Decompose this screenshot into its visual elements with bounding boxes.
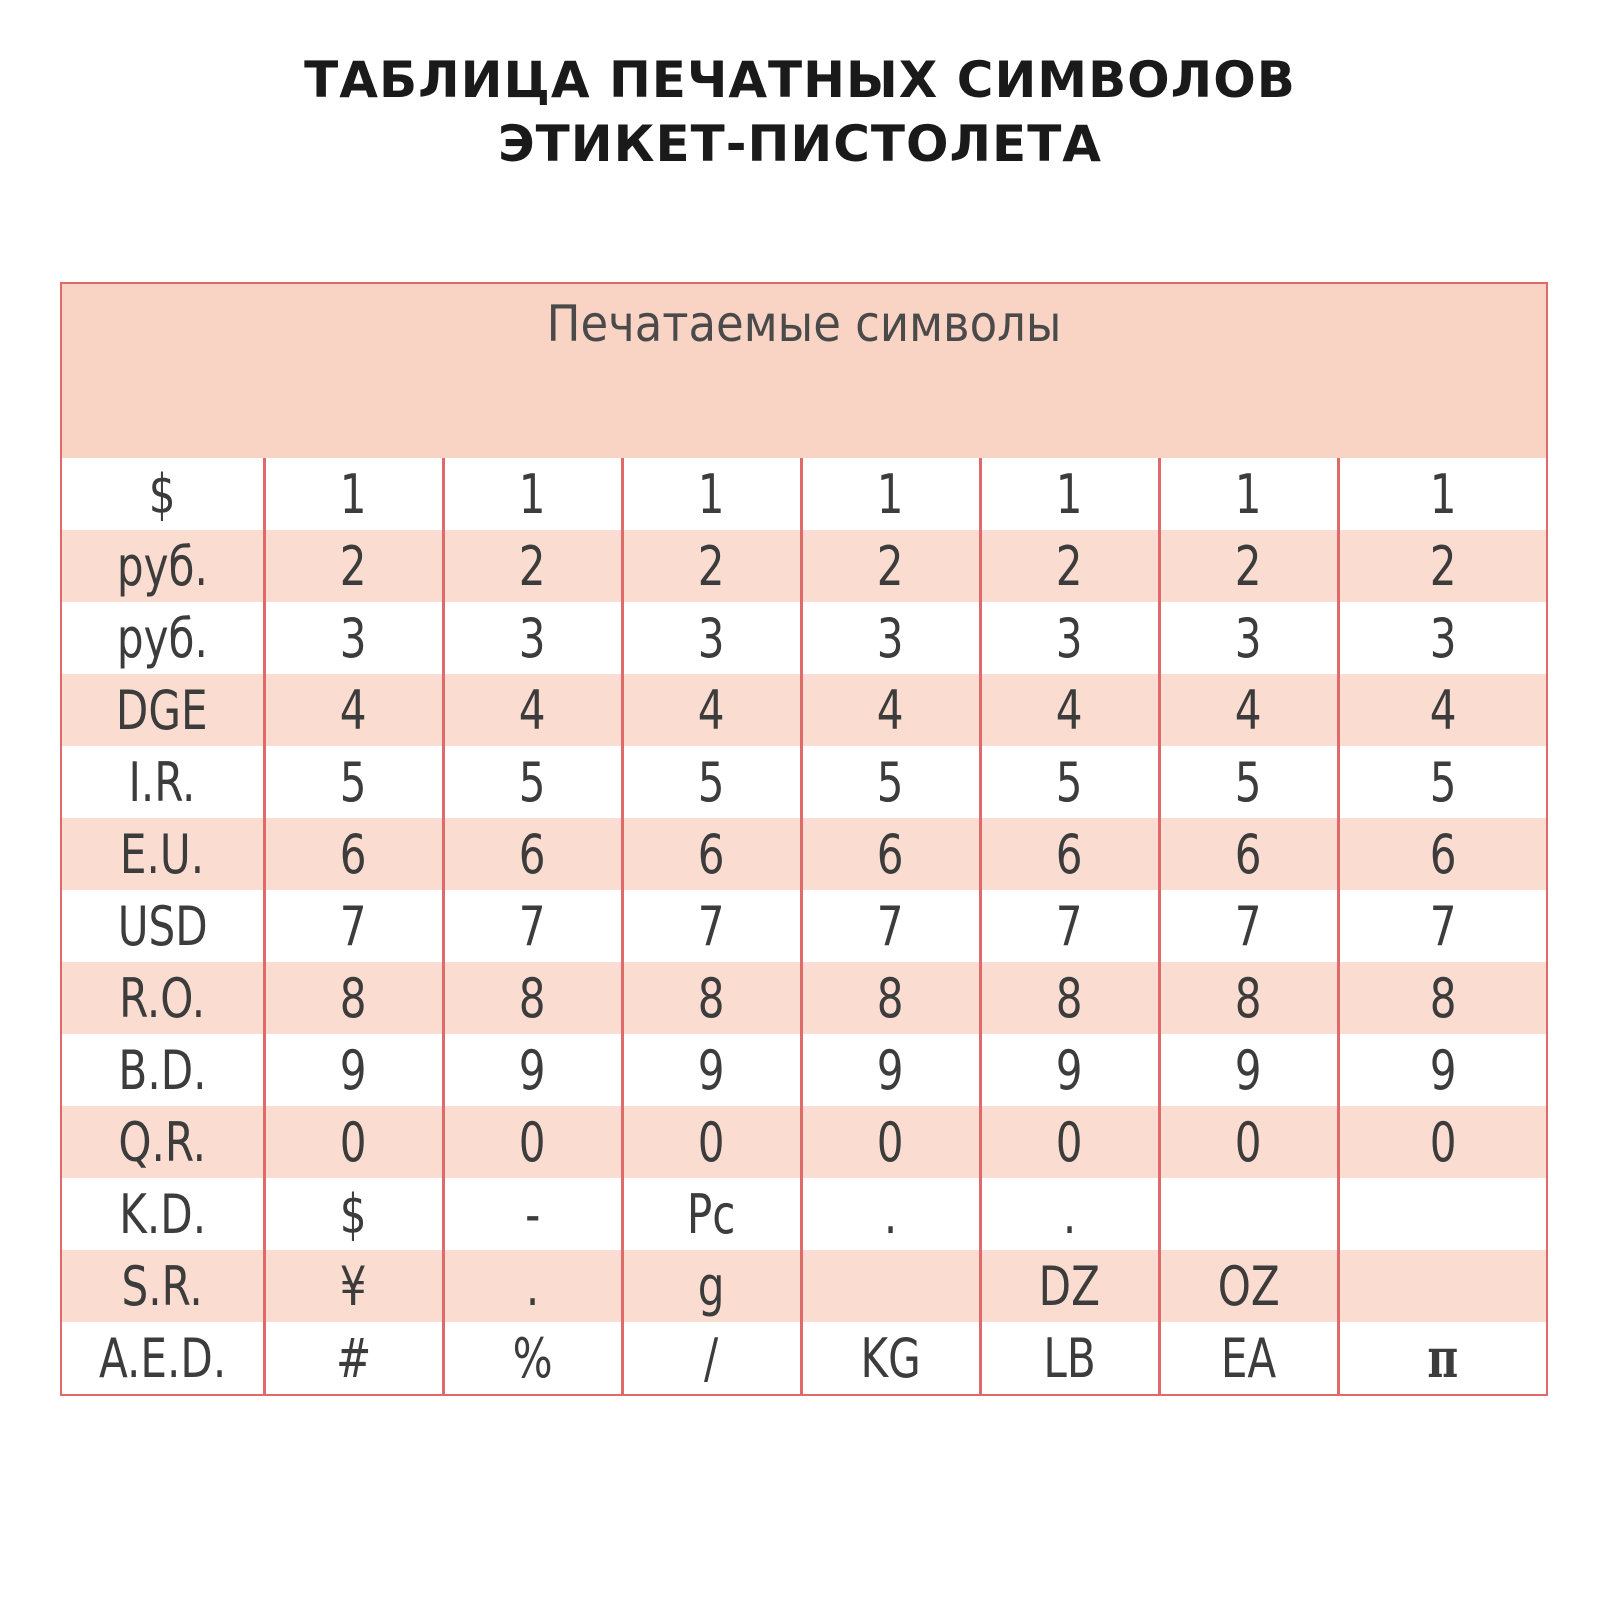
table-cell <box>443 890 622 962</box>
table-cell <box>980 746 1159 818</box>
cell-text: 6 <box>1056 822 1083 886</box>
cell-text: 1 <box>519 462 546 526</box>
cell-text: 5 <box>340 750 367 814</box>
row-label <box>62 818 264 890</box>
table-cell <box>1338 818 1546 890</box>
cell-text: 0 <box>340 1110 367 1174</box>
table-cell <box>801 674 980 746</box>
cell-text: 8 <box>698 966 725 1030</box>
table-cell <box>801 1250 980 1322</box>
table-cell <box>1338 1178 1546 1250</box>
cell-text: 9 <box>877 1038 904 1102</box>
cell-text: 4 <box>519 678 546 742</box>
table-cell <box>1338 1250 1546 1322</box>
table-cell <box>980 1178 1159 1250</box>
cell-text: 5 <box>1235 750 1262 814</box>
table-cell <box>443 1178 622 1250</box>
cell-text: 1 <box>1056 462 1083 526</box>
table-cell <box>1159 1250 1338 1322</box>
cell-text: 4 <box>1056 678 1083 742</box>
row-label <box>62 962 264 1034</box>
table-cell <box>801 818 980 890</box>
row-label-text: руб. <box>116 606 208 670</box>
table-cell <box>264 530 443 602</box>
cell-text: 8 <box>1235 966 1262 1030</box>
table-cell <box>443 602 622 674</box>
cell-text: 0 <box>877 1110 904 1174</box>
table-cell <box>980 818 1159 890</box>
cell-text: 2 <box>1429 534 1457 598</box>
table-cell <box>622 530 801 602</box>
table-cell <box>443 458 622 530</box>
cell-text: 0 <box>1429 1110 1457 1174</box>
row-label-text: A.E.D. <box>98 1326 226 1390</box>
table-row <box>62 890 1546 962</box>
table-cell <box>622 1106 801 1178</box>
cell-text: g <box>698 1254 725 1318</box>
table-cell <box>622 1250 801 1322</box>
cell-text: 8 <box>877 966 904 1030</box>
table-cell <box>801 458 980 530</box>
row-label-text: USD <box>117 894 208 958</box>
cell-text: 8 <box>519 966 546 1030</box>
table-row <box>62 1034 1546 1106</box>
cell-text: 2 <box>1235 534 1262 598</box>
table-row <box>62 1250 1546 1322</box>
table-cell <box>264 746 443 818</box>
cell-text: 3 <box>519 606 546 670</box>
row-label <box>62 1178 264 1250</box>
cell-text: . <box>883 1182 898 1246</box>
table-header-label: Печатаемые символы <box>546 295 1062 353</box>
table-cell <box>1159 602 1338 674</box>
cell-text: 7 <box>698 894 725 958</box>
row-label <box>62 530 264 602</box>
cell-text: KG <box>860 1326 921 1390</box>
table-cell <box>264 1322 443 1394</box>
row-label-text: $ <box>148 462 176 526</box>
cell-text: 5 <box>877 750 904 814</box>
table-cell <box>264 1250 443 1322</box>
table-row <box>62 530 1546 602</box>
table-cell <box>1338 890 1546 962</box>
table-cell <box>980 1034 1159 1106</box>
table-cell <box>980 1250 1159 1322</box>
row-label <box>62 674 264 746</box>
cell-text: 2 <box>340 534 367 598</box>
cell-text: 7 <box>519 894 546 958</box>
table-cell <box>264 458 443 530</box>
cell-text: 9 <box>1429 1038 1457 1102</box>
cell-text: 6 <box>1429 822 1457 886</box>
table-cell <box>801 890 980 962</box>
cell-text: / <box>704 1326 719 1390</box>
row-label-text: K.D. <box>118 1182 206 1246</box>
row-label-text: E.U. <box>120 822 205 886</box>
cell-text: 0 <box>519 1110 546 1174</box>
table-row <box>62 818 1546 890</box>
table-cell <box>622 962 801 1034</box>
cell-text: π <box>1427 1326 1459 1390</box>
table-cell <box>443 530 622 602</box>
cell-text: 3 <box>1429 606 1457 670</box>
cell-text: 6 <box>698 822 725 886</box>
cell-text: DZ <box>1038 1254 1101 1318</box>
cell-text: $ <box>340 1182 367 1246</box>
cell-text: 0 <box>1056 1110 1083 1174</box>
table-cell <box>1159 1106 1338 1178</box>
cell-text: 7 <box>340 894 367 958</box>
table-cell <box>801 530 980 602</box>
cell-text: 2 <box>698 534 725 598</box>
table-cell <box>1159 1178 1338 1250</box>
table-cell <box>1159 458 1338 530</box>
cell-text: . <box>525 1254 540 1318</box>
table-cell <box>264 602 443 674</box>
table-cell <box>1338 1106 1546 1178</box>
cell-text: Pc <box>687 1182 736 1246</box>
cell-text: 4 <box>1235 678 1262 742</box>
table-cell <box>980 458 1159 530</box>
cell-text: 9 <box>698 1038 725 1102</box>
cell-text: 6 <box>340 822 367 886</box>
table-cell <box>622 818 801 890</box>
cell-text: 3 <box>1056 606 1083 670</box>
row-label-text: S.R. <box>121 1254 203 1318</box>
table-cell <box>622 602 801 674</box>
title-line-2: ЭТИКЕТ-ПИСТОЛЕТА <box>497 115 1102 173</box>
cell-text: 4 <box>340 678 367 742</box>
row-label-text: R.O. <box>119 966 206 1030</box>
cell-text: 2 <box>519 534 546 598</box>
table-cell <box>980 890 1159 962</box>
cell-text: 1 <box>1235 462 1262 526</box>
row-label <box>62 1106 264 1178</box>
table-row <box>62 1178 1546 1250</box>
title-line-1: ТАБЛИЦА ПЕЧАТНЫХ СИМВОЛОВ <box>304 51 1296 109</box>
cell-text: 9 <box>1056 1038 1083 1102</box>
table-cell <box>1338 530 1546 602</box>
cell-text: 9 <box>519 1038 546 1102</box>
cell-text: 3 <box>698 606 725 670</box>
table-cell <box>980 674 1159 746</box>
table-row <box>62 1106 1546 1178</box>
cell-text: EA <box>1220 1326 1277 1390</box>
cell-text: 1 <box>340 462 367 526</box>
table-cell <box>980 530 1159 602</box>
table-cell <box>801 1178 980 1250</box>
cell-text: LB <box>1043 1326 1096 1390</box>
table-row <box>62 1322 1546 1394</box>
table-cell <box>443 1250 622 1322</box>
table-cell <box>1159 674 1338 746</box>
cell-text: 8 <box>1429 966 1457 1030</box>
row-label-text: I.R. <box>128 750 196 814</box>
table-cell <box>801 746 980 818</box>
table-cell <box>1159 890 1338 962</box>
table-cell <box>443 962 622 1034</box>
cell-text: - <box>524 1182 541 1246</box>
table-cell <box>1338 962 1546 1034</box>
table-cell <box>443 1106 622 1178</box>
cell-text: 9 <box>1235 1038 1262 1102</box>
cell-text: 0 <box>1235 1110 1262 1174</box>
table-cell <box>980 962 1159 1034</box>
table-cell <box>1338 602 1546 674</box>
cell-text: 1 <box>877 462 904 526</box>
document-title <box>0 48 1600 176</box>
row-label <box>62 1034 264 1106</box>
cell-text: 5 <box>1429 750 1457 814</box>
cell-text: 3 <box>340 606 367 670</box>
table-cell <box>1338 746 1546 818</box>
cell-text: 5 <box>1056 750 1083 814</box>
table-cell <box>622 1178 801 1250</box>
table-cell <box>443 1034 622 1106</box>
table-cell <box>264 890 443 962</box>
table-row <box>62 746 1546 818</box>
table-cell <box>1338 674 1546 746</box>
table-cell <box>1338 1034 1546 1106</box>
row-label-text: Q.R. <box>118 1110 207 1174</box>
row-label-text: B.D. <box>118 1038 207 1102</box>
table-cell <box>443 1322 622 1394</box>
cell-text: 7 <box>877 894 904 958</box>
cell-text: 7 <box>1056 894 1083 958</box>
row-label-text: руб. <box>116 534 208 598</box>
table-cell <box>1159 530 1338 602</box>
symbols-table <box>60 282 1548 1396</box>
table-cell <box>622 1034 801 1106</box>
table-cell <box>801 1106 980 1178</box>
table-cell <box>1159 746 1338 818</box>
table-row <box>62 674 1546 746</box>
cell-text: 1 <box>1429 462 1457 526</box>
cell-text: OZ <box>1217 1254 1280 1318</box>
table-cell <box>264 818 443 890</box>
cell-text: 6 <box>1235 822 1262 886</box>
row-label-text: DGE <box>116 678 209 742</box>
cell-text: 4 <box>698 678 725 742</box>
table-cell <box>622 890 801 962</box>
cell-text: 3 <box>1235 606 1262 670</box>
table-cell <box>1338 1322 1546 1394</box>
table-cell <box>264 674 443 746</box>
cell-text: ¥ <box>340 1254 367 1318</box>
row-label <box>62 890 264 962</box>
cell-text: 8 <box>1056 966 1083 1030</box>
table-cell <box>801 1034 980 1106</box>
table-cell <box>264 1178 443 1250</box>
cell-text: % <box>512 1326 553 1390</box>
table-cell <box>264 962 443 1034</box>
cell-text: 5 <box>519 750 546 814</box>
symbols-grid <box>62 458 1546 1394</box>
table-cell <box>1159 962 1338 1034</box>
table-row <box>62 602 1546 674</box>
cell-text: 4 <box>1429 678 1457 742</box>
cell-text: . <box>1062 1182 1077 1246</box>
cell-text: 6 <box>519 822 546 886</box>
cell-text: 6 <box>877 822 904 886</box>
table-cell <box>443 818 622 890</box>
table-row <box>62 962 1546 1034</box>
table-cell <box>443 674 622 746</box>
cell-text: 7 <box>1429 894 1457 958</box>
table-cell <box>264 1034 443 1106</box>
row-label <box>62 1250 264 1322</box>
table-cell <box>1159 1322 1338 1394</box>
cell-text: 3 <box>877 606 904 670</box>
table-cell <box>980 1322 1159 1394</box>
table-cell <box>801 1322 980 1394</box>
table-cell <box>443 746 622 818</box>
table-cell <box>801 602 980 674</box>
cell-text: 9 <box>340 1038 367 1102</box>
table-cell <box>980 1106 1159 1178</box>
table-cell <box>622 458 801 530</box>
table-cell <box>1159 1034 1338 1106</box>
cell-text: 7 <box>1235 894 1262 958</box>
table-cell <box>622 1322 801 1394</box>
cell-text: 4 <box>877 678 904 742</box>
table-row <box>62 458 1546 530</box>
row-label <box>62 602 264 674</box>
table-cell <box>801 962 980 1034</box>
table-cell <box>1159 818 1338 890</box>
cell-text: 8 <box>340 966 367 1030</box>
row-label <box>62 1322 264 1394</box>
table-cell <box>980 602 1159 674</box>
cell-text: 5 <box>698 750 725 814</box>
cell-text: 2 <box>877 534 904 598</box>
table-cell <box>1338 458 1546 530</box>
cell-text: # <box>335 1326 372 1390</box>
row-label <box>62 458 264 530</box>
cell-text: 2 <box>1056 534 1083 598</box>
cell-text: 1 <box>698 462 725 526</box>
row-label <box>62 746 264 818</box>
table-cell <box>622 674 801 746</box>
table-header <box>62 284 1546 458</box>
table-cell <box>622 746 801 818</box>
cell-text: 0 <box>698 1110 725 1174</box>
table-cell <box>264 1106 443 1178</box>
